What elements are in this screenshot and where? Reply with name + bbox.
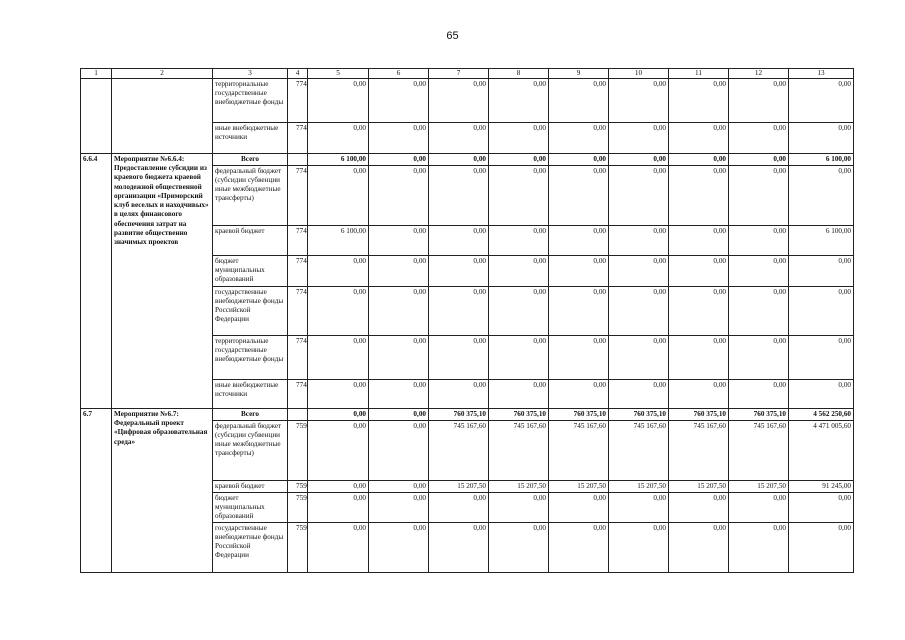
budget-code: 774	[288, 380, 308, 409]
amount-cell: 6 100,00	[308, 226, 369, 256]
amount-cell: 745 167,60	[429, 421, 489, 481]
amount-cell: 0,00	[729, 287, 789, 336]
amount-cell: 0,00	[609, 256, 669, 287]
amount-cell: 0,00	[729, 493, 789, 523]
amount-cell: 0,00	[789, 336, 854, 380]
funding-source: государственные внебюджетные фонды Российской Федерации	[213, 287, 288, 336]
amount-cell: 0,00	[549, 493, 609, 523]
amount-cell: 0,00	[729, 336, 789, 380]
amount-cell: 6 100,00	[308, 154, 369, 166]
amount-cell: 15 207,50	[609, 481, 669, 493]
amount-cell: 0,00	[429, 493, 489, 523]
funding-source: федеральный бюджет (субсидии субвенции иные межбюджетные трансферты)	[213, 166, 288, 226]
header-row	[81, 69, 854, 79]
amount-cell: 15 207,50	[669, 481, 729, 493]
amount-cell: 0,00	[369, 523, 429, 573]
amount-cell: 0,00	[669, 154, 729, 166]
amount-cell: 0,00	[729, 154, 789, 166]
amount-cell: 0,00	[669, 226, 729, 256]
amount-cell: 0,00	[729, 256, 789, 287]
amount-cell: 0,00	[549, 256, 609, 287]
amount-cell: 0,00	[669, 287, 729, 336]
budget-code: 759	[288, 523, 308, 573]
funding-source: территориальные государственные внебюджетные фонды	[213, 336, 288, 380]
amount-cell: 0,00	[549, 523, 609, 573]
measure-code	[81, 79, 112, 154]
column-header: 5	[308, 69, 369, 79]
amount-cell: 0,00	[669, 523, 729, 573]
amount-cell: 760 375,10	[729, 409, 789, 421]
amount-cell: 0,00	[369, 166, 429, 226]
amount-cell: 745 167,60	[669, 421, 729, 481]
amount-cell: 0,00	[489, 493, 549, 523]
amount-cell: 0,00	[669, 336, 729, 380]
amount-cell: 760 375,10	[549, 409, 609, 421]
amount-cell: 0,00	[609, 523, 669, 573]
amount-cell: 0,00	[729, 523, 789, 573]
amount-cell: 745 167,60	[729, 421, 789, 481]
table-row	[81, 409, 854, 421]
amount-cell: 0,00	[549, 380, 609, 409]
column-header: 7	[429, 69, 489, 79]
amount-cell: 0,00	[609, 380, 669, 409]
amount-cell: 0,00	[429, 256, 489, 287]
amount-cell: 760 375,10	[429, 409, 489, 421]
budget-code: 774	[288, 166, 308, 226]
budget-code: 759	[288, 421, 308, 481]
amount-cell: 0,00	[369, 79, 429, 123]
budget-code: 774	[288, 123, 308, 154]
amount-cell: 0,00	[729, 123, 789, 154]
budget-code: 774	[288, 226, 308, 256]
column-header: 8	[489, 69, 549, 79]
amount-cell: 745 167,60	[549, 421, 609, 481]
amount-cell: 0,00	[369, 123, 429, 154]
amount-cell: 0,00	[489, 123, 549, 154]
amount-cell: 0,00	[549, 166, 609, 226]
amount-cell: 0,00	[789, 166, 854, 226]
amount-cell: 0,00	[369, 421, 429, 481]
amount-cell: 0,00	[369, 154, 429, 166]
funding-source: краевой бюджет	[213, 226, 288, 256]
amount-cell: 0,00	[549, 79, 609, 123]
amount-cell: 0,00	[549, 154, 609, 166]
amount-cell: 15 207,50	[729, 481, 789, 493]
amount-cell: 0,00	[789, 493, 854, 523]
amount-cell: 0,00	[308, 336, 369, 380]
amount-cell: 0,00	[609, 79, 669, 123]
amount-cell: 0,00	[609, 336, 669, 380]
column-header: 10	[609, 69, 669, 79]
funding-source: государственные внебюджетные фонды Российской Федерации	[213, 523, 288, 573]
funding-source: бюджет муниципальных образований	[213, 256, 288, 287]
amount-cell: 0,00	[669, 493, 729, 523]
amount-cell: 760 375,10	[669, 409, 729, 421]
budget-table	[80, 68, 854, 573]
amount-cell: 0,00	[489, 287, 549, 336]
amount-cell: 0,00	[609, 493, 669, 523]
amount-cell: 0,00	[729, 166, 789, 226]
amount-cell: 0,00	[308, 287, 369, 336]
amount-cell: 0,00	[669, 380, 729, 409]
column-header: 13	[789, 69, 854, 79]
amount-cell: 15 207,50	[489, 481, 549, 493]
amount-cell: 0,00	[429, 523, 489, 573]
measure-title	[112, 79, 213, 154]
column-header: 3	[213, 69, 288, 79]
column-header: 1	[81, 69, 112, 79]
budget-code: 774	[288, 287, 308, 336]
amount-cell: 0,00	[429, 166, 489, 226]
amount-cell: 745 167,60	[609, 421, 669, 481]
amount-cell: 0,00	[609, 226, 669, 256]
funding-source: Всего	[213, 154, 288, 166]
amount-cell: 0,00	[369, 287, 429, 336]
budget-code: 774	[288, 256, 308, 287]
table-row	[81, 154, 854, 166]
amount-cell: 0,00	[669, 256, 729, 287]
amount-cell: 0,00	[489, 166, 549, 226]
budget-code	[288, 154, 308, 166]
amount-cell: 0,00	[729, 380, 789, 409]
amount-cell: 4 471 005,60	[789, 421, 854, 481]
amount-cell: 0,00	[489, 336, 549, 380]
amount-cell: 0,00	[308, 166, 369, 226]
table-row	[81, 79, 854, 123]
funding-source: иные внебюджетные источники	[213, 123, 288, 154]
amount-cell: 0,00	[308, 493, 369, 523]
amount-cell: 0,00	[489, 380, 549, 409]
amount-cell: 91 245,00	[789, 481, 854, 493]
funding-source: краевой бюджет	[213, 481, 288, 493]
amount-cell: 0,00	[789, 123, 854, 154]
table-body	[81, 69, 854, 573]
budget-code: 759	[288, 493, 308, 523]
amount-cell: 0,00	[429, 287, 489, 336]
amount-cell: 0,00	[308, 523, 369, 573]
amount-cell: 0,00	[489, 79, 549, 123]
column-header: 6	[369, 69, 429, 79]
amount-cell: 15 207,50	[549, 481, 609, 493]
column-header: 12	[729, 69, 789, 79]
amount-cell: 6 100,00	[789, 226, 854, 256]
amount-cell: 0,00	[369, 336, 429, 380]
amount-cell: 15 207,50	[429, 481, 489, 493]
budget-code	[288, 409, 308, 421]
amount-cell: 0,00	[308, 409, 369, 421]
amount-cell: 0,00	[429, 123, 489, 154]
amount-cell: 0,00	[789, 380, 854, 409]
amount-cell: 0,00	[429, 154, 489, 166]
amount-cell: 0,00	[308, 481, 369, 493]
amount-cell: 0,00	[669, 166, 729, 226]
amount-cell: 0,00	[369, 493, 429, 523]
funding-source: федеральный бюджет (субсидии субвенции иные межбюджетные трансферты)	[213, 421, 288, 481]
page-number: 65	[446, 30, 459, 42]
amount-cell: 0,00	[489, 154, 549, 166]
budget-code: 774	[288, 79, 308, 123]
column-header: 4	[288, 69, 308, 79]
amount-cell: 0,00	[369, 409, 429, 421]
amount-cell: 0,00	[429, 380, 489, 409]
amount-cell: 4 562 250,60	[789, 409, 854, 421]
measure-title: Мероприятие №6.7: Федеральный проект «Цифровая образовательная среда»	[112, 409, 213, 573]
amount-cell: 0,00	[489, 256, 549, 287]
amount-cell: 0,00	[369, 380, 429, 409]
amount-cell: 0,00	[369, 256, 429, 287]
budget-code: 759	[288, 481, 308, 493]
amount-cell: 0,00	[489, 226, 549, 256]
amount-cell: 0,00	[308, 123, 369, 154]
amount-cell: 0,00	[308, 79, 369, 123]
column-header: 2	[112, 69, 213, 79]
measure-code: 6.6.4	[81, 154, 112, 409]
funding-source: бюджет муниципальных образований	[213, 493, 288, 523]
amount-cell: 0,00	[549, 287, 609, 336]
amount-cell: 0,00	[789, 79, 854, 123]
funding-source: территориальные государственные внебюджетные фонды	[213, 79, 288, 123]
amount-cell: 760 375,10	[609, 409, 669, 421]
amount-cell: 0,00	[308, 380, 369, 409]
amount-cell: 0,00	[609, 154, 669, 166]
amount-cell: 0,00	[789, 523, 854, 573]
amount-cell: 0,00	[789, 287, 854, 336]
amount-cell: 0,00	[369, 481, 429, 493]
amount-cell: 0,00	[609, 123, 669, 154]
amount-cell: 0,00	[549, 226, 609, 256]
amount-cell: 0,00	[369, 226, 429, 256]
amount-cell: 0,00	[609, 166, 669, 226]
amount-cell: 0,00	[549, 123, 609, 154]
amount-cell: 0,00	[308, 421, 369, 481]
amount-cell: 0,00	[429, 226, 489, 256]
amount-cell: 0,00	[669, 79, 729, 123]
amount-cell: 0,00	[429, 79, 489, 123]
amount-cell: 0,00	[729, 79, 789, 123]
amount-cell: 0,00	[489, 523, 549, 573]
amount-cell: 0,00	[669, 123, 729, 154]
amount-cell: 0,00	[429, 336, 489, 380]
amount-cell: 0,00	[609, 287, 669, 336]
column-header: 11	[669, 69, 729, 79]
funding-source: Всего	[213, 409, 288, 421]
funding-source: иные внебюджетные источники	[213, 380, 288, 409]
amount-cell: 6 100,00	[789, 154, 854, 166]
amount-cell: 0,00	[789, 256, 854, 287]
amount-cell: 0,00	[549, 336, 609, 380]
amount-cell: 760 375,10	[489, 409, 549, 421]
budget-code: 774	[288, 336, 308, 380]
column-header: 9	[549, 69, 609, 79]
measure-code: 6.7	[81, 409, 112, 573]
amount-cell: 745 167,60	[489, 421, 549, 481]
amount-cell: 0,00	[308, 256, 369, 287]
measure-title: Мероприятие №6.6.4: Предоставление субсидии из краевого бюджета краевой молодежной общественной организации «Приморский клуб веселых и находчивых» в целях финансового обеспечения затрат на развитие общественно значимых проектов	[112, 154, 213, 409]
amount-cell: 0,00	[729, 226, 789, 256]
